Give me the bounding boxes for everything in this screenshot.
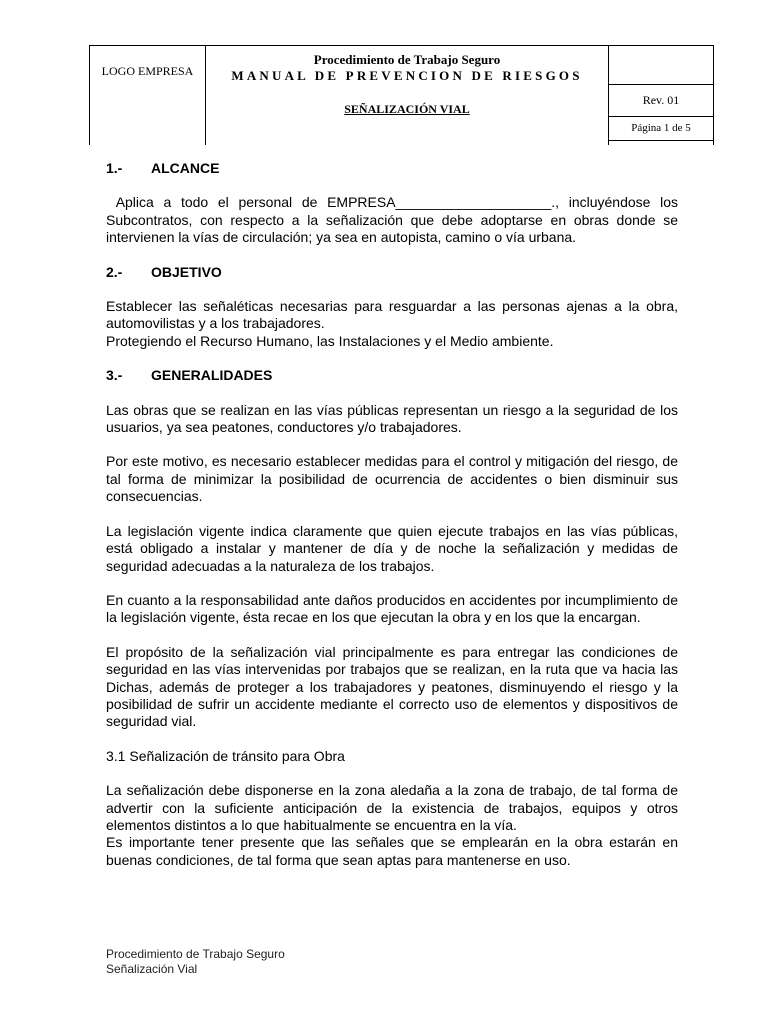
section-heading-objetivo: 2.- OBJETIVO xyxy=(106,263,222,280)
document-header xyxy=(89,45,714,145)
paragraph: En cuanto a la responsabilidad ante daños producidos en accidentes por incumplimiento de la legislación vigente, ésta recae en los que ejecutan la obra y en los que la encargan. xyxy=(106,591,678,626)
document-footer xyxy=(106,947,285,977)
section-heading-alcance: 1.- ALCANCE xyxy=(106,160,220,176)
header-revision-cell xyxy=(609,46,713,145)
paragraph: Aplica a todo el personal de EMPRESA____________________., incluyéndose los Subcontratos, con respecto a la señalización que debe adoptarse en obras donde se intervienen la vías de circulación; ya sea en autopista, camino o vía urbana. xyxy=(106,194,682,246)
paragraph: Por este motivo, es necesario establecer medidas para el control y mitigación del riesgo, de tal forma de minimizar la posibilidad de ocurrencia de accidentes o bien disminuir sus consecuencias. xyxy=(106,453,678,505)
manual-title: MANUAL DE PREVENCION DE RIESGOS xyxy=(231,68,583,83)
revision-number: Rev. 01 xyxy=(609,85,713,117)
paragraph: Establecer las señaléticas necesarias para resguardar a las personas ajenas a la obra, automovilistas y a los trabajadores. Protegiendo el Recurso Humano, las Instalaciones y el Medio ambiente. xyxy=(106,298,678,349)
paragraph: La señalización debe disponerse en la zona aledaña a la zona de trabajo, de tal forma de advertir con la suficiente anticipación de la existencia de trabajos, equipos y otros elementos distintos a lo que habitualmente se encuentra en la vía. Es importante tener presente que las señales que se emplearán en la obra estarán en buenas condiciones, de tal forma que sean aptas para mantenerse en uso. xyxy=(106,782,678,868)
company-logo-placeholder: LOGO EMPRESA xyxy=(90,46,206,145)
section-heading-generalidades: 3.- GENERALIDADES xyxy=(106,367,273,384)
footer-line: Procedimiento de Trabajo Seguro xyxy=(106,947,285,961)
header-title-cell xyxy=(206,46,609,145)
document-body xyxy=(106,160,682,886)
paragraph: Las obras que se realizan en las vías públicas representan un riesgo a la seguridad de los usuarios, ya sea peatones, conductores y/o trabajadores. xyxy=(106,401,678,436)
header-blank-cell xyxy=(609,46,713,85)
procedure-title: Procedimiento de Trabajo Seguro xyxy=(313,52,501,67)
document-subject: SEÑALIZACIÓN VIAL xyxy=(344,102,470,116)
paragraph: La legislación vigente indica claramente que quien ejecute trabajos en las vías públicas, está obligado a instalar y mantener de día y de noche la señalización y medidas de seguridad adecuadas a la naturaleza de los trabajos. xyxy=(106,522,678,574)
page-number: Página 1 de 5 xyxy=(609,117,713,141)
footer-line: Señalización Vial xyxy=(106,962,198,976)
paragraph: El propósito de la señalización vial principalmente es para entregar las condiciones de seguridad en las vías intervenidas por trabajos que se realizan, en la ruta que va hacia las Dichas, además de proteger a los trabajadores y peatones, disminuyendo el riesgo y la posibilidad de sufrir un accidente mediante el correcto uso de elementos y dispositivos de seguridad vial. xyxy=(106,643,678,730)
subsection-heading: 3.1 Señalización de tránsito para Obra xyxy=(106,747,345,764)
